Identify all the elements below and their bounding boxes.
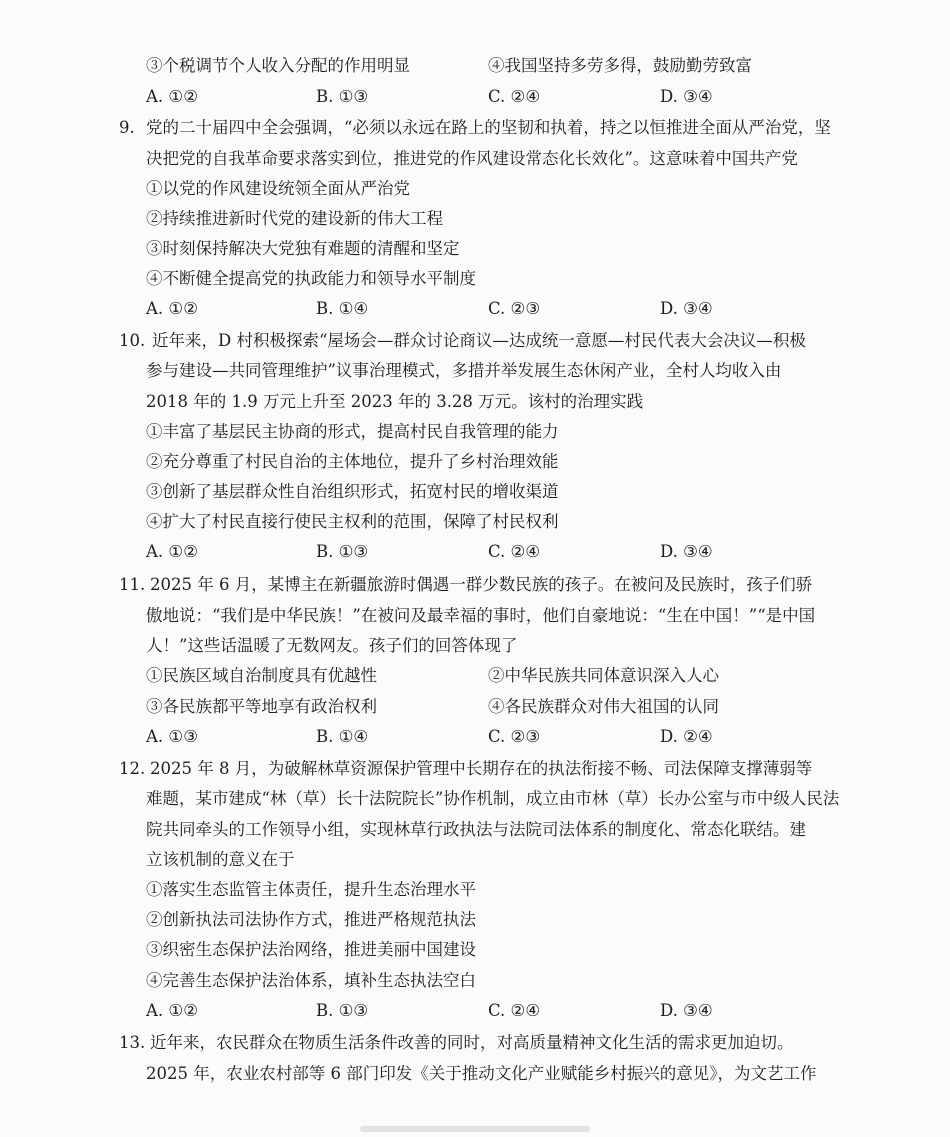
q11-item-2: ②中华民族共同体意识深入人心: [488, 666, 719, 685]
q12-item-4: ④完善生态保护法治体系，填补生态执法空白: [146, 971, 476, 990]
q12-option-c: C. ②④: [488, 1001, 541, 1020]
q11-item-4: ④各民族群众对伟大祖国的认同: [488, 697, 719, 716]
q11-number: 11.: [119, 575, 146, 594]
q9-option-d: D. ③④: [660, 299, 713, 318]
q8-item-4: ④我国坚持多劳多得，鼓励勤劳致富: [488, 56, 752, 75]
q10-item-4: ④扩大了村民直接行使民主权利的范围，保障了村民权利: [146, 512, 559, 531]
q12-stem-line-2: 难题，某市建成“林（草）长十法院院长”协作机制，成立由市林（草）长办公室与市中级人民法: [146, 789, 840, 808]
q9-item-1: ①以党的作风建设统领全面从严治党: [146, 179, 410, 198]
q9-option-b: B. ①④: [316, 299, 369, 318]
q9-number: 9.: [119, 118, 135, 137]
q12-item-3: ③织密生态保护法治网络，推进美丽中国建设: [146, 940, 476, 959]
q8-option-b: B. ①③: [316, 87, 369, 106]
q10-item-2: ②充分尊重了村民自治的主体地位，提升了乡村治理效能: [146, 452, 559, 471]
q11-stem-line-1: 2025 年 6 月，某博主在新疆旅游时偶遇一群少数民族的孩子。在被问及民族时，孩子们骄: [150, 575, 813, 594]
q11-stem-line-2: 傲地说：“我们是中华民族！”在被问及最幸福的事时，他们自豪地说：“生在中国！”“是中国: [146, 606, 816, 625]
q9-option-a: A. ①②: [146, 299, 198, 318]
q12-item-2: ②创新执法司法协作方式，推进严格规范执法: [146, 910, 476, 929]
q13-stem-line-2: 2025 年，农业农村部等 6 部门印发《关于推动文化产业赋能乡村振兴的意见》，为文艺工作: [146, 1064, 817, 1083]
q10-stem-line-3: 2018 年的 1.9 万元上升至 2023 年的 3.28 万元。该村的治理实践: [146, 392, 644, 411]
q12-stem-line-1: 2025 年 8 月，为破解林草资源保护管理中长期存在的执法衔接不畅、司法保障支撑薄弱等: [150, 759, 813, 778]
q10-option-a: A. ①②: [146, 542, 198, 561]
q11-option-d: D. ②④: [660, 727, 713, 746]
q12-option-b: B. ①③: [316, 1001, 369, 1020]
q11-option-a: A. ①③: [146, 727, 198, 746]
q9-item-4: ④不断健全提高党的执政能力和领导水平制度: [146, 269, 476, 288]
q9-item-3: ③时刻保持解决大党独有难题的清醒和坚定: [146, 239, 460, 258]
q12-stem-line-3: 院共同牵头的工作领导小组，实现林草行政执法与法院司法体系的制度化、常态化联结。建: [146, 820, 806, 839]
q9-stem-line-1: 党的二十届四中全会强调，“必须以永远在路上的坚韧和执着，持之以恒推进全面从严治党，坚: [146, 118, 831, 137]
q11-option-c: C. ②③: [488, 727, 541, 746]
q8-option-d: D. ③④: [660, 87, 713, 106]
q9-item-2: ②持续推进新时代党的建设新的伟大工程: [146, 209, 443, 228]
q10-option-d: D. ③④: [660, 542, 713, 561]
q10-stem-line-1: 近年来，D 村积极探索“屋场会—群众讨论商议—达成统一意愿—村民代表大会决议—积极: [152, 331, 806, 350]
q11-option-b: B. ①④: [316, 727, 369, 746]
q10-item-3: ③创新了基层群众性自治组织形式，拓宽村民的增收渠道: [146, 482, 559, 501]
q8-option-a: A. ①②: [146, 87, 198, 106]
q9-option-c: C. ②③: [488, 299, 541, 318]
q8-option-c: C. ②④: [488, 87, 541, 106]
q13-number: 13.: [119, 1033, 146, 1052]
q12-number: 12.: [119, 759, 146, 778]
q13-stem-line-1: 近年来，农民群众在物质生活条件改善的同时，对高质量精神文化生活的需求更加迫切。: [150, 1033, 794, 1052]
q8-item-3: ③个税调节个人收入分配的作用明显: [146, 56, 410, 75]
q10-option-b: B. ①③: [316, 542, 369, 561]
q11-stem-line-3: 人！”这些话温暖了无数网友。孩子们的回答体现了: [146, 636, 518, 655]
q12-stem-line-4: 立该机制的意义在于: [146, 850, 295, 869]
q11-item-1: ①民族区域自治制度具有优越性: [146, 666, 377, 685]
q12-option-d: D. ③④: [660, 1001, 713, 1020]
q10-item-1: ①丰富了基层民主协商的形式，提高村民自我管理的能力: [146, 422, 559, 441]
q10-number: 10.: [119, 331, 146, 350]
q12-option-a: A. ①②: [146, 1001, 198, 1020]
q9-stem-line-2: 决把党的自我革命要求落实到位，推进党的作风建设常态化长效化”。这意味着中国共产党: [146, 149, 798, 168]
q10-stem-line-2: 参与建设—共同管理维护”议事治理模式，多措并举发展生态休闲产业，全村人均收入由: [146, 361, 782, 380]
q10-option-c: C. ②④: [488, 542, 541, 561]
q12-item-1: ①落实生态监管主体责任，提升生态治理水平: [146, 880, 476, 899]
page-footer-smudge: [360, 1126, 590, 1132]
q11-item-3: ③各民族都平等地享有政治权利: [146, 697, 377, 716]
